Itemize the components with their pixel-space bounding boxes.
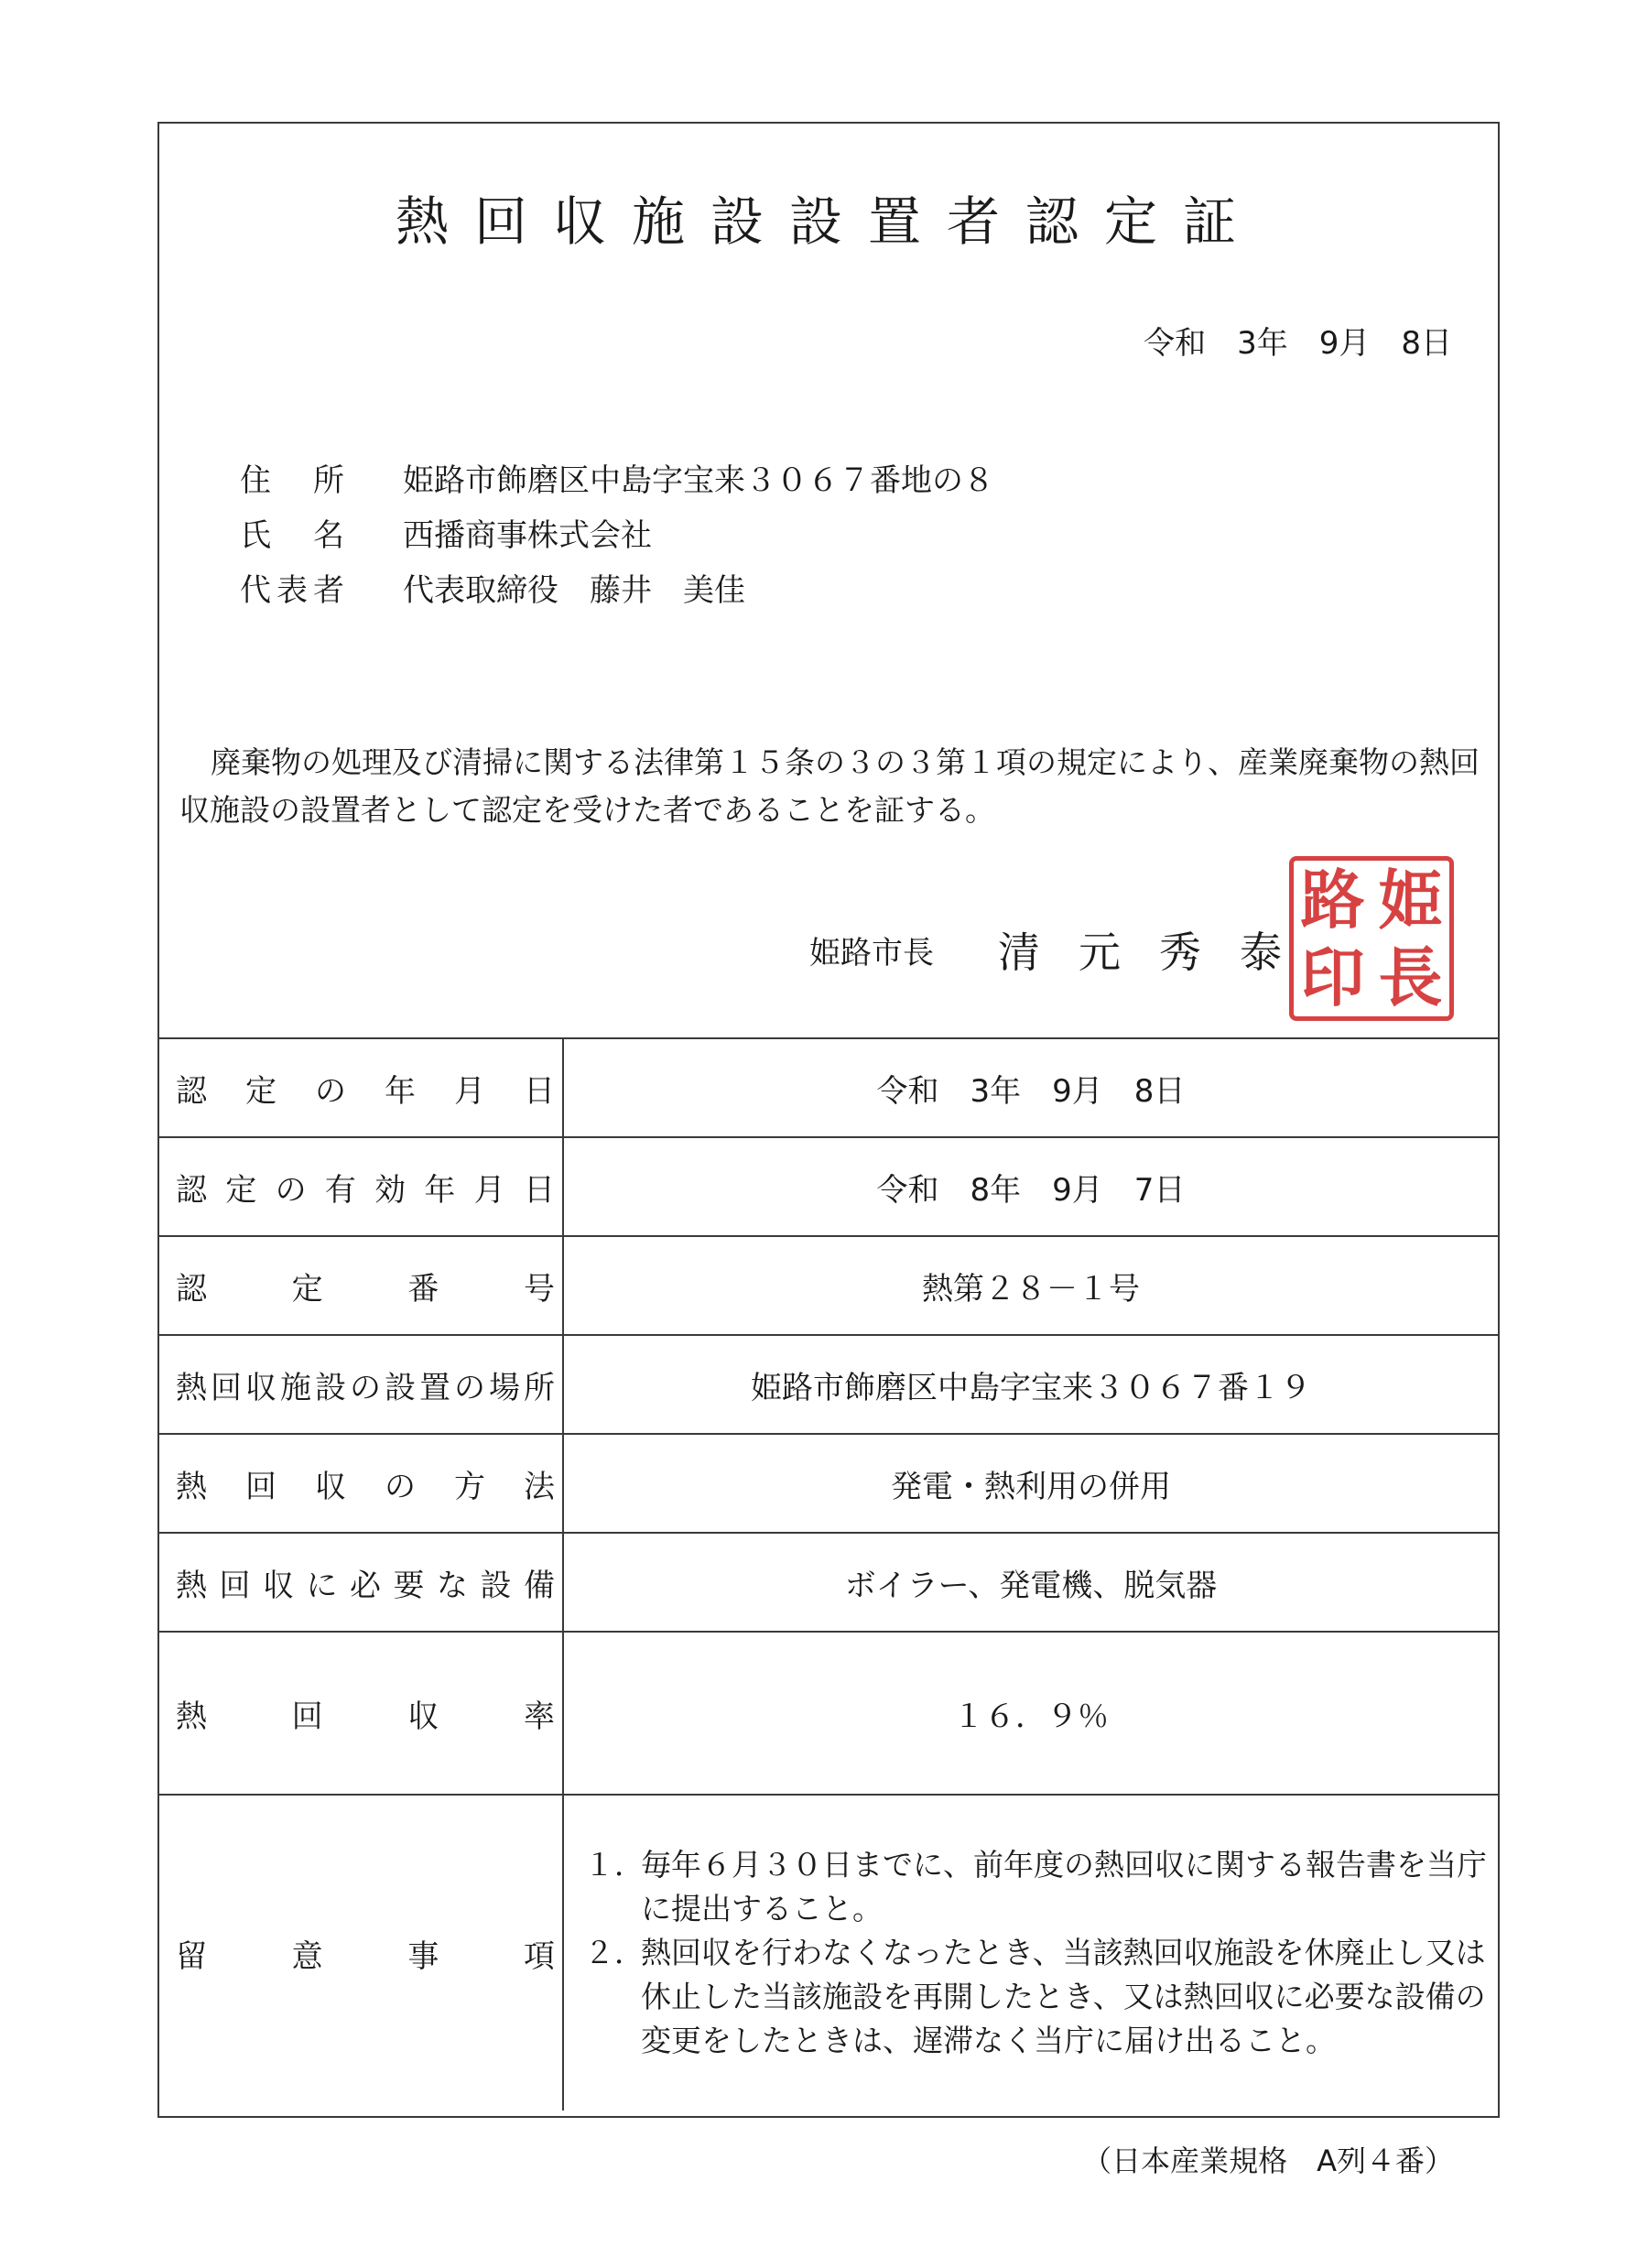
label-char: 場 bbox=[489, 1369, 520, 1406]
table-row bbox=[159, 1632, 1498, 1795]
table-row bbox=[159, 1038, 1498, 1137]
row-value: ボイラー、発電機、脱気器 bbox=[563, 1533, 1498, 1632]
label-char: 月 bbox=[473, 1171, 505, 1209]
table-row bbox=[159, 1236, 1498, 1335]
label-char: 熱 bbox=[176, 1369, 207, 1406]
table-row bbox=[159, 1335, 1498, 1434]
representative-label: 代表者 bbox=[240, 571, 350, 609]
row-value: 令和 8年 9月 7日 bbox=[563, 1137, 1498, 1236]
label-char: 意 bbox=[291, 1937, 323, 1975]
row-label bbox=[176, 1461, 555, 1506]
seal-char: 印 bbox=[1300, 939, 1365, 1015]
label-char: の bbox=[454, 1369, 485, 1406]
label-char: 法 bbox=[524, 1468, 555, 1505]
label-char: 設 bbox=[315, 1369, 346, 1406]
certification-statement: 廃棄物の処理及び清掃に関する法律第１５条の３の３第１項の規定により、産業廃棄物の熱回収施設の設置者として認定を受けた者であることを証する。 bbox=[179, 744, 1480, 828]
issuer bbox=[809, 913, 1320, 986]
representative-value: 代表取締役 藤井 美佳 bbox=[403, 571, 745, 609]
label-char: の bbox=[350, 1369, 381, 1406]
certification-details-table bbox=[159, 1037, 1498, 2111]
label-char: 所 bbox=[524, 1369, 555, 1406]
label-char: 熱 bbox=[176, 1468, 207, 1505]
label-char: 日 bbox=[523, 1171, 555, 1209]
label-char: 熱 bbox=[176, 1567, 207, 1604]
label-char: の bbox=[385, 1468, 416, 1505]
issuer-title: 姫路市長 bbox=[809, 934, 934, 971]
label-char: 年 bbox=[424, 1171, 456, 1209]
row-value: 姫路市飾磨区中島字宝来３０６７番１９ bbox=[563, 1335, 1498, 1434]
seal-char: 路 bbox=[1300, 861, 1365, 938]
label-char: の bbox=[275, 1171, 307, 1209]
row-label bbox=[176, 1560, 555, 1605]
label-char: 収 bbox=[245, 1369, 276, 1406]
label-char: 定 bbox=[245, 1072, 276, 1110]
label-char: 定 bbox=[225, 1171, 257, 1209]
label-char: 留 bbox=[176, 1937, 207, 1975]
row-label bbox=[176, 1691, 555, 1736]
label-char: 回 bbox=[211, 1369, 242, 1406]
row-value: １６．９％ bbox=[563, 1632, 1498, 1795]
label-char: 認 bbox=[176, 1270, 207, 1308]
label-char: 熱 bbox=[176, 1698, 207, 1735]
certificate-title: 熱回収施設設置者認定証 bbox=[395, 190, 1262, 253]
label-char: 号 bbox=[523, 1270, 555, 1308]
label-char: 事 bbox=[407, 1937, 439, 1975]
table-row bbox=[159, 1434, 1498, 1533]
note-text: 毎年６月３０日までに、前年度の熱回収に関する報告書を当庁に提出すること。 bbox=[641, 1847, 1487, 1926]
label-char: 施 bbox=[280, 1369, 311, 1406]
holder-address-row bbox=[240, 450, 994, 505]
seal-char: 長 bbox=[1378, 939, 1443, 1015]
seal-char: 姫 bbox=[1378, 861, 1443, 938]
table-row bbox=[159, 1533, 1498, 1632]
label-char: 必 bbox=[350, 1567, 381, 1604]
note-number: ２． bbox=[584, 1935, 645, 1970]
label-char: 項 bbox=[523, 1937, 555, 1975]
notes-cell bbox=[563, 1795, 1498, 2111]
label-char: 置 bbox=[419, 1369, 450, 1406]
address-label: 住 所 bbox=[240, 461, 350, 499]
label-char: に bbox=[306, 1567, 338, 1604]
label-char: 回 bbox=[245, 1468, 276, 1505]
address-value: 姫路市飾磨区中島字宝来３０６７番地の８ bbox=[403, 461, 994, 499]
label-char: 率 bbox=[523, 1698, 555, 1735]
label-char: 認 bbox=[176, 1072, 207, 1110]
label-char: 認 bbox=[176, 1171, 207, 1209]
note-text: 熱回収を行わなくなったとき、当該熱回収施設を休廃止し又は休止した当該施設を再開したとき、又は熱回収に必要な設備の変更をしたときは、遅滞なく当庁に届け出ること。 bbox=[641, 1935, 1486, 2058]
label-char: 定 bbox=[291, 1270, 323, 1308]
label-char: 回 bbox=[291, 1698, 323, 1735]
label-char: 収 bbox=[407, 1698, 439, 1735]
row-label bbox=[176, 1931, 555, 1976]
label-char: 方 bbox=[454, 1468, 485, 1505]
label-char: 番 bbox=[407, 1270, 439, 1308]
note-number: １． bbox=[584, 1847, 645, 1883]
label-char: の bbox=[315, 1072, 346, 1110]
table-row bbox=[159, 1137, 1498, 1236]
row-label bbox=[176, 1066, 555, 1111]
row-label bbox=[176, 1264, 555, 1308]
label-char: 月 bbox=[454, 1072, 485, 1110]
label-char: 効 bbox=[374, 1171, 407, 1209]
list-item bbox=[584, 1843, 1498, 1931]
row-value: 熱第２８－１号 bbox=[563, 1236, 1498, 1335]
name-value: 西播商事株式会社 bbox=[403, 516, 652, 554]
official-seal-icon bbox=[1289, 856, 1454, 1021]
certificate-frame bbox=[157, 122, 1500, 2118]
table-row bbox=[159, 1795, 1498, 2111]
label-char: 日 bbox=[524, 1072, 555, 1110]
list-item bbox=[584, 1931, 1498, 2063]
row-label bbox=[176, 1362, 555, 1407]
label-char: 回 bbox=[219, 1567, 251, 1604]
row-value: 令和 3年 9月 8日 bbox=[563, 1038, 1498, 1137]
issue-date: 令和 3年 9月 8日 bbox=[1144, 325, 1452, 362]
label-char: 設 bbox=[385, 1369, 416, 1406]
label-char: な bbox=[437, 1567, 468, 1604]
holder-name-row bbox=[240, 505, 994, 559]
holder-info bbox=[240, 450, 994, 614]
issuer-name: 清元秀泰 bbox=[998, 928, 1320, 977]
label-char: 設 bbox=[480, 1567, 512, 1604]
label-char: 要 bbox=[393, 1567, 425, 1604]
label-char: 収 bbox=[315, 1468, 346, 1505]
label-char: 年 bbox=[385, 1072, 416, 1110]
holder-representative-row bbox=[240, 559, 994, 614]
row-label bbox=[176, 1165, 555, 1210]
name-label: 氏 名 bbox=[240, 516, 350, 554]
row-value: 発電・熱利用の併用 bbox=[563, 1434, 1498, 1533]
label-char: 備 bbox=[524, 1567, 555, 1604]
label-char: 有 bbox=[324, 1171, 356, 1209]
paper-size-note: （日本産業規格 A列４番） bbox=[1082, 2143, 1454, 2178]
label-char: 収 bbox=[263, 1567, 294, 1604]
